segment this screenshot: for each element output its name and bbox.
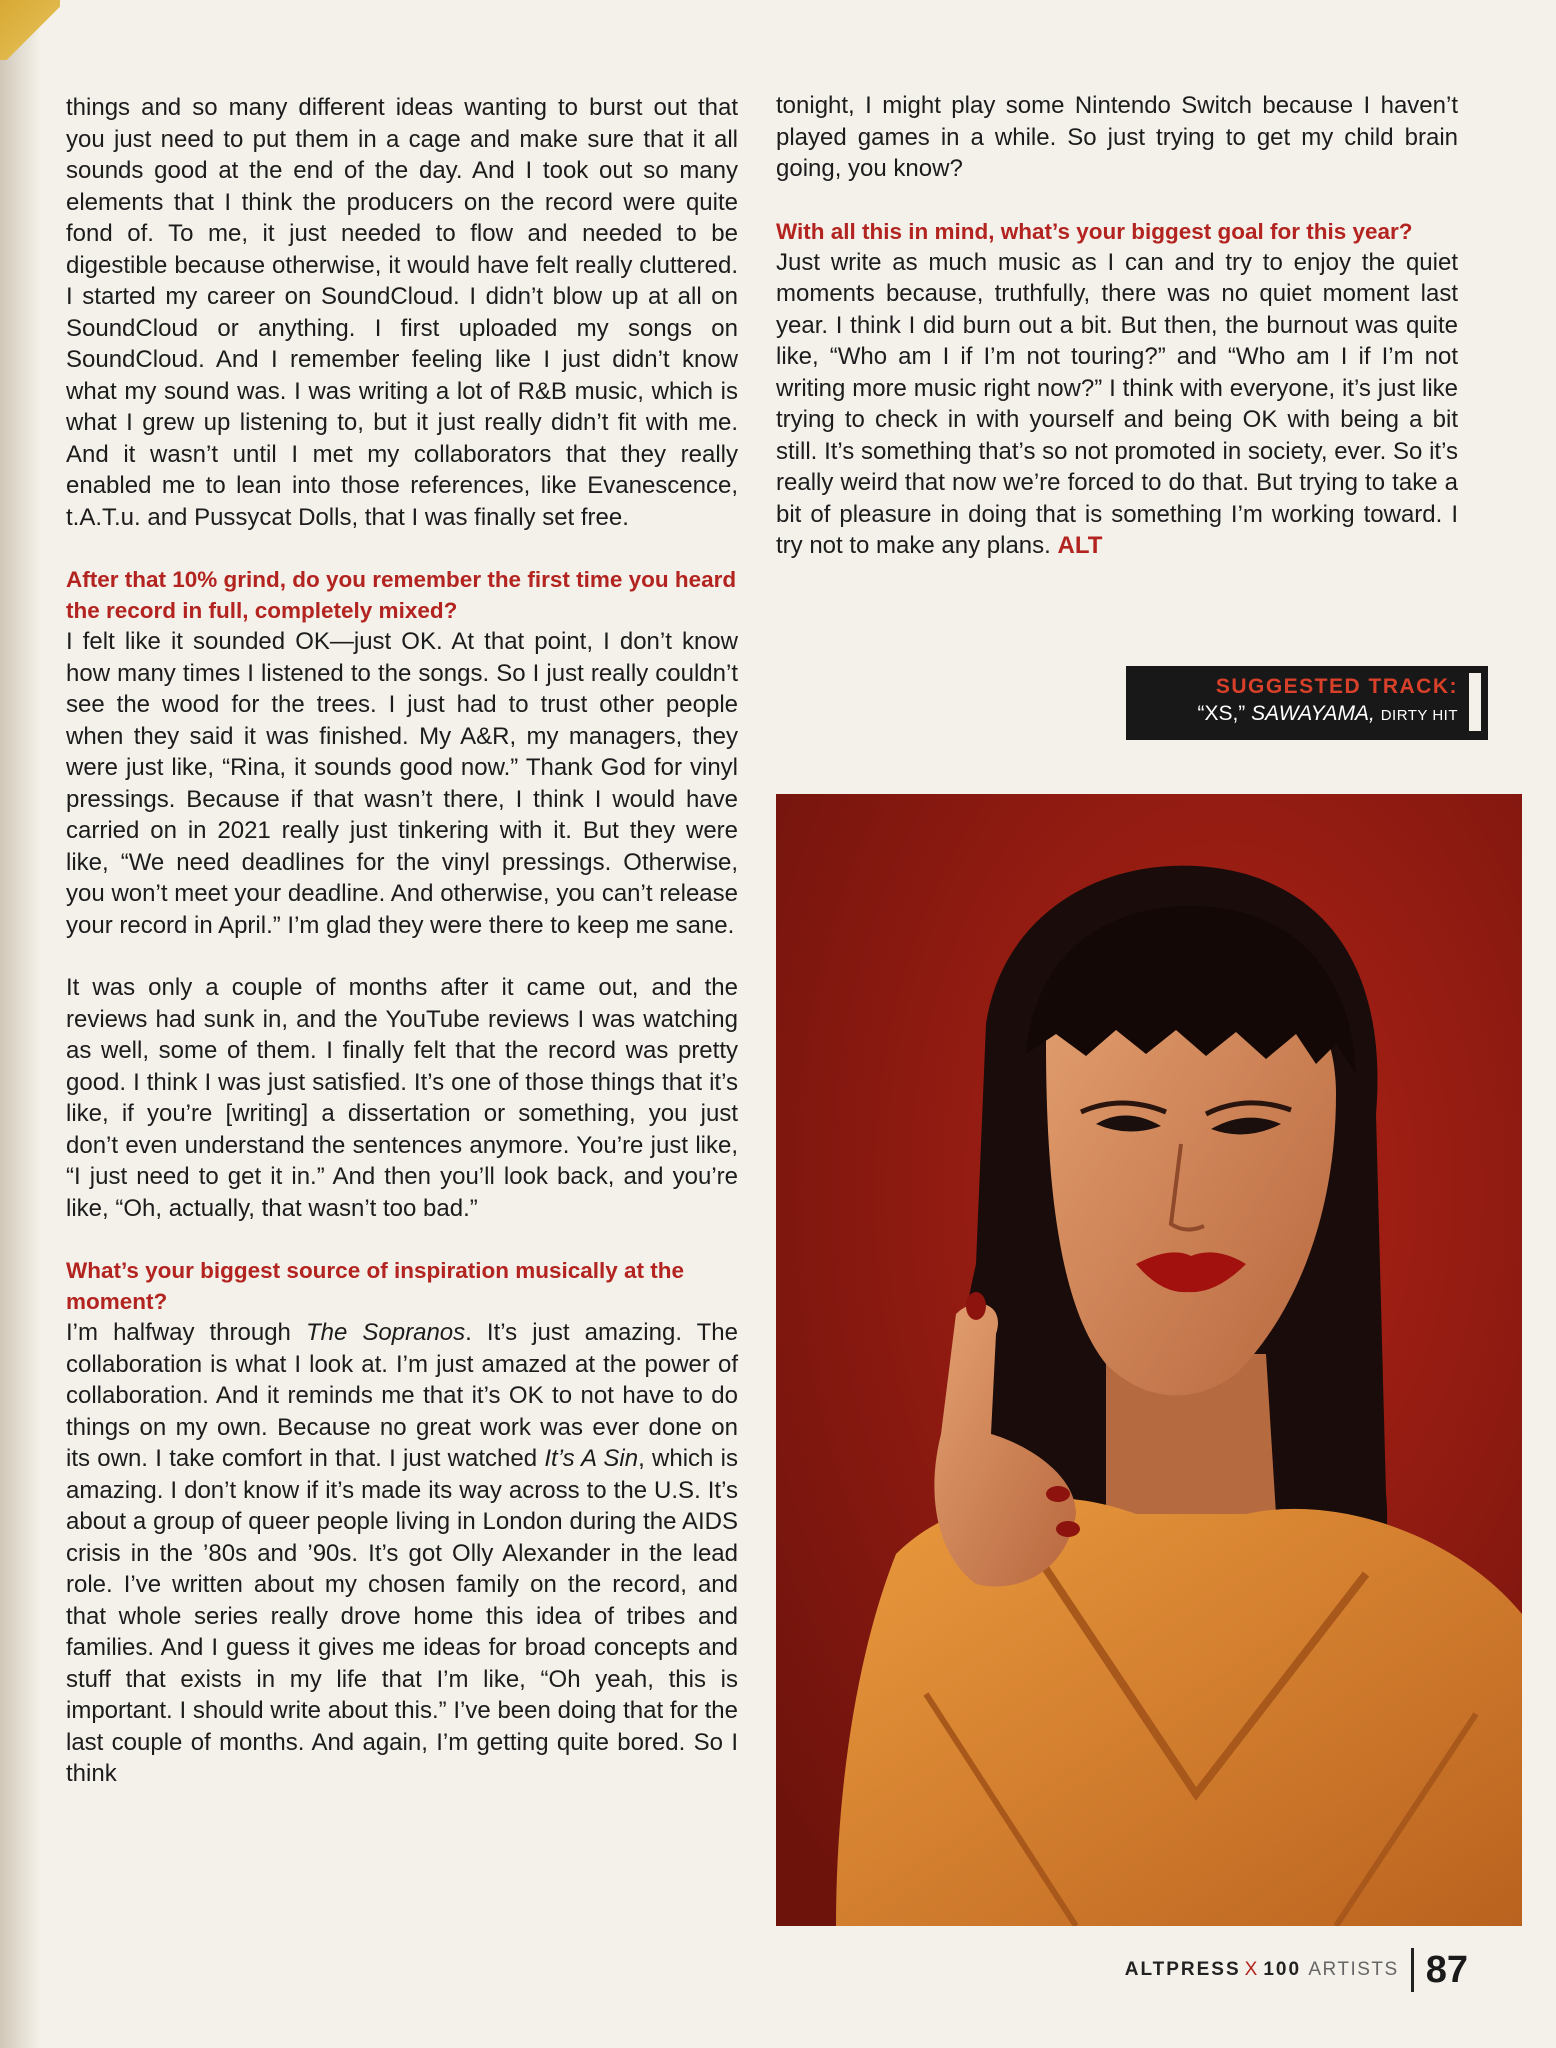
portrait-illustration xyxy=(776,794,1522,1926)
interview-question: What’s your biggest source of inspiration musically at the moment? xyxy=(66,1258,685,1314)
show-title: The Sopranos xyxy=(305,1319,466,1346)
suggested-track-box xyxy=(1126,666,1488,740)
portrait-photo xyxy=(776,794,1522,1926)
signoff: ALT xyxy=(1057,532,1103,559)
footer-brand: ALTPRESS X 100 ARTISTS xyxy=(1124,1959,1399,1980)
suggested-track-label: SUGGESTED TRACK: xyxy=(1215,675,1458,698)
suggested-track-info xyxy=(1136,700,1458,730)
show-title: It’s A Sin xyxy=(544,1445,639,1472)
page-corner xyxy=(0,0,60,60)
interview-question: With all this in mind, what’s your biggest goal for this year? xyxy=(776,218,1413,244)
paragraph: It was only a couple of months after it came out, and the reviews had sunk in, and the YouTube reviews I was watching as well, some of them. I finally felt that the record was pretty good. I think I was just satisfied. It’s one of those things that it’s like, if you’re [writing] a dissertation or something, you just don’t even understand the sentences anymore. You’re just like, “I just need to get it in.” And then you’ll look back, and you’re like, “Oh, actually, that wasn’t too bad.” xyxy=(66,974,738,1222)
track-artist: SAWAYAMA, xyxy=(1251,702,1375,725)
page-number: 87 xyxy=(1425,1948,1468,1991)
track-song: “XS,” xyxy=(1197,702,1246,725)
footer-divider xyxy=(1411,1948,1414,1992)
track-record-label: DIRTY HIT xyxy=(1380,707,1458,724)
paragraph: tonight, I might play some Nintendo Switch because I haven’t played games in a while. So just trying to get my child brain going, you know? xyxy=(776,92,1458,182)
left-column xyxy=(66,92,738,1790)
paragraph: I felt like it sounded OK—just OK. At that point, I don’t know how many times I listened to the songs. So I just really couldn’t see the wood for the trees. I just had to trust other people when they said it was finished. My A&R, my managers, they were just like, “Rina, it sounds good now.” Thank God for vinyl pressings. Because if that wasn’t there, I think I would have carried on in 2021 really just tinkering with it. But they were like, “We need deadlines for the vinyl pressings. Otherwise, you won’t meet your deadline. And otherwise, you can’t release your record in April.” I’m glad they were there to keep me sane. xyxy=(66,628,738,939)
page-footer xyxy=(1125,1946,1468,1994)
paragraph: I’m halfway through The Sopranos. It’s just amazing. The collaboration is what I look at. I’m just amazed at the power of collaboration. And it reminds me that it’s OK to not have to do things on my own. Because no great work was ever done on its own. I take comfort in that. I just watched It’s A Sin, which is amazing. I don’t know if it’s made its way across to the U.S. It’s about a group of queer people living in London during the AIDS crisis in the ’80s and ’90s. It’s got Olly Alexander in the lead role. I’ve written about my chosen family on the record, and that whole series really drove home this idea of tribes and families. And I guess it gives me ideas for broad concepts and stuff that exists in my life that I’m like, “Oh yeah, this is important. I should write about this.” I’ve been doing that for the last couple of months. And again, I’m getting quite bored. So I think xyxy=(66,1319,739,1787)
paragraph: Just write as much music as I can and try to enjoy the quiet moments because, truthfully, there was no quiet moment last year. I think I did burn out a bit. But then, the burnout was quite like, “Who am I if I’m not touring?” and “Who am I if I’m not writing more music right now?” I think with everyone, it’s just like trying to check in with yourself and being OK with being a bit still. It’s something that’s so not promoted in society, ever. So it’s really weird that now we’re forced to do that. But trying to take a bit of pleasure in doing that is something I’m working toward. I try not to make any plans. ALT xyxy=(776,248,1458,559)
paragraph: things and so many different ideas wanting to burst out that you just need to put them in a cage and make sure that it all sounds good at the end of the day. And I took out so many elements that I think the producers on the record were quite fond of. To me, it just needed to flow and needed to be digestible because otherwise, it would have felt really cluttered. I started my career on SoundCloud. I didn’t blow up at all on SoundCloud or anything. I first uploaded my songs on SoundCloud. And I remember feeling like I just didn’t know what my sound was. I was writing a lot of R&B music, which is what I grew up listening to, but it just really didn’t fit with me. And it wasn’t until I met my collaborators that they really enabled me to lean into those references, like Evanescence, t.A.T.u. and Pussycat Dolls, that I was finally set free. xyxy=(66,94,738,531)
right-column xyxy=(776,90,1458,562)
interview-question: After that 10% grind, do you remember the first time you heard the record in full, completely mixed? xyxy=(66,567,737,623)
spine-shadow xyxy=(0,0,40,2048)
track-box-accent xyxy=(1466,670,1484,734)
